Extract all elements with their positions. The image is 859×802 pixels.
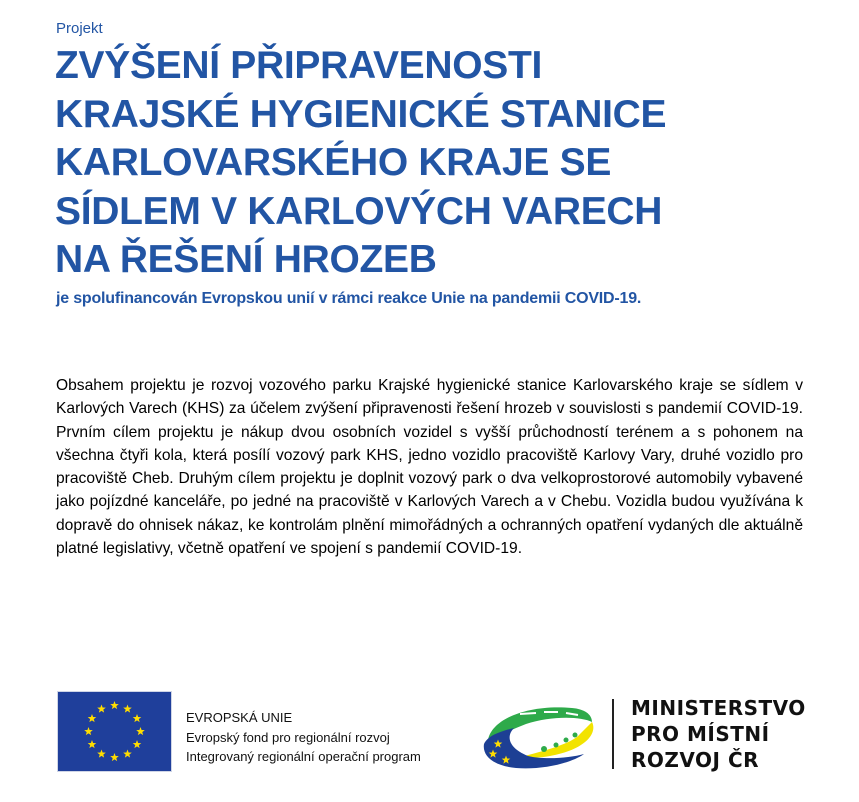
mmr-logo-text [631, 695, 806, 773]
eu-star-icon [123, 750, 132, 758]
eu-star-icon [84, 727, 93, 735]
project-label: Projekt [56, 20, 103, 37]
title-line: ZVÝŠENÍ PŘIPRAVENOSTI [55, 44, 543, 87]
title-line: NA ŘEŠENÍ HROZEB [55, 238, 437, 281]
title-line: KRAJSKÉ HYGIENICKÉ STANICE [55, 92, 667, 136]
eu-star-icon [136, 727, 145, 735]
project-description: Obsahem projektu je rozvoj vozového parku Krajské hygienické stanice Karlovarského kraje se sídlem v Karlových Varech (KHS) za účelem zvýšení připravenosti řešení hrozeb v souvislosti s pandemií COVID-19. Prvním cílem projektu je nákup dvou osobních vozidel s vyšší průchodností terénem a s pohonem na všechna čtyři kola, která posílí vozový park KHS, jedno vozidlo pracoviště Karlovy Vary, druhé vozidlo pro pracoviště Cheb. Druhým cílem projektu je doplnit vozový park o dva velkoprostorové automobily vybavené jako pojízdné kanceláře, po jedné na pracoviště v Karlových Varech a v Chebu. Vozidla budou využívána k dopravě do ohnisek nákaz, ke kontrolám plnění mimořádných a ochranných opatření vydaných dle aktuálně platné legislativy, včetně opatření ve spojení s pandemií COVID-19. [56, 377, 803, 558]
eu-star-icon [97, 704, 106, 712]
eu-star-icon [123, 704, 132, 712]
logo-divider [612, 699, 614, 769]
eu-star-icon [110, 701, 119, 709]
eu-star-icon [110, 753, 119, 761]
mmr-line: ROZVOJ ČR [631, 748, 760, 772]
title-line: KARLOVARSKÉHO KRAJE SE [55, 141, 612, 184]
eu-logo-text [186, 708, 421, 767]
mmr-logo-icon [480, 700, 602, 770]
project-title [55, 42, 835, 285]
eu-star-icon [88, 714, 97, 722]
eu-star-icon [97, 750, 106, 758]
eu-star-icon [133, 740, 142, 748]
eu-flag-icon [57, 691, 172, 772]
funding-subtitle: je spolufinancován Evropskou unií v rámci reakce Unie na pandemii COVID-19. [56, 290, 642, 307]
eu-star-icon [88, 740, 97, 748]
eu-line: Integrovaný regionální operační program [186, 749, 421, 764]
mmr-line: PRO MÍSTNÍ [631, 722, 770, 746]
eu-line: Evropský fond pro regionální rozvoj [186, 729, 390, 745]
title-line: SÍDLEM V KARLOVÝCH VARECH [55, 189, 663, 233]
mmr-line: MINISTERSTVO [631, 696, 806, 720]
eu-line: EVROPSKÁ UNIE [186, 710, 293, 725]
eu-star-icon [133, 714, 142, 722]
